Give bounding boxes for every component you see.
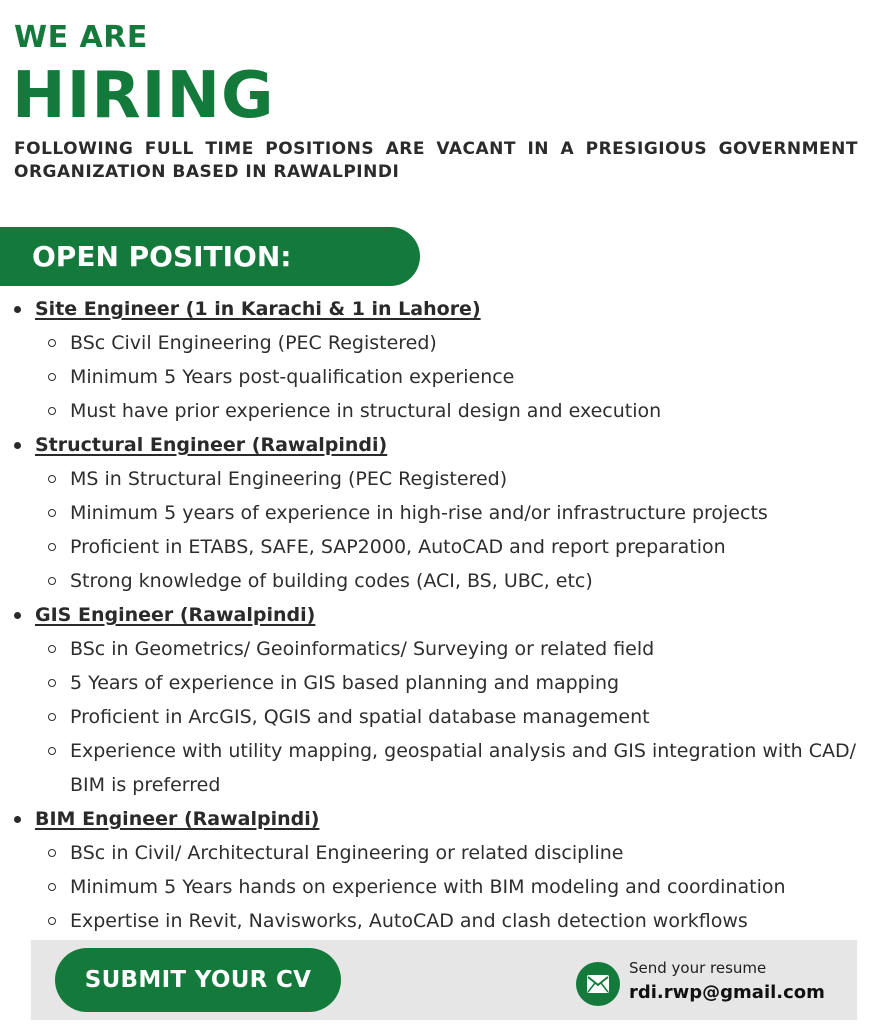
requirement-item bbox=[0, 462, 884, 496]
requirement-text: Experience with utility mapping, geospatial analysis and GIS integration with CAD/ BIM is preferred bbox=[70, 740, 857, 796]
position-title bbox=[0, 802, 884, 836]
requirement-item bbox=[0, 496, 884, 530]
circle-bullet-icon bbox=[48, 407, 56, 415]
send-resume-label: Send your resume bbox=[629, 959, 767, 977]
position-title-text: BIM Engineer (Rawalpindi) bbox=[35, 808, 320, 830]
position-title bbox=[0, 598, 884, 632]
requirement-item bbox=[0, 564, 884, 598]
circle-bullet-icon bbox=[48, 339, 56, 347]
footer-bar bbox=[31, 940, 857, 1020]
circle-bullet-icon bbox=[48, 747, 56, 755]
requirement-text: BSc Civil Engineering (PEC Registered) bbox=[70, 332, 437, 354]
requirement-item bbox=[0, 326, 884, 360]
hiring-heading: HIRING bbox=[12, 59, 275, 133]
circle-bullet-icon bbox=[48, 373, 56, 381]
requirement-item bbox=[0, 836, 884, 870]
requirement-item bbox=[0, 530, 884, 564]
circle-bullet-icon bbox=[48, 645, 56, 653]
submit-cv-button[interactable]: SUBMIT YOUR CV bbox=[55, 948, 341, 1012]
position-structural-engineer bbox=[0, 428, 884, 598]
requirement-text: Expertise in Revit, Navisworks, AutoCAD and clash detection workflows bbox=[70, 910, 748, 932]
circle-bullet-icon bbox=[48, 509, 56, 517]
circle-bullet-icon bbox=[48, 679, 56, 687]
positions-list bbox=[0, 292, 884, 938]
bullet-icon bbox=[14, 612, 21, 619]
bullet-icon bbox=[14, 442, 21, 449]
circle-bullet-icon bbox=[48, 543, 56, 551]
requirement-item bbox=[0, 394, 884, 428]
position-gis-engineer bbox=[0, 598, 884, 802]
requirement-item bbox=[0, 734, 884, 802]
circle-bullet-icon bbox=[48, 917, 56, 925]
requirement-text: Must have prior experience in structural design and execution bbox=[70, 400, 662, 422]
requirement-item bbox=[0, 632, 884, 666]
position-title bbox=[0, 292, 884, 326]
circle-bullet-icon bbox=[48, 713, 56, 721]
envelope-icon bbox=[576, 962, 620, 1006]
requirement-text: Minimum 5 years of experience in high-rise and/or infrastructure projects bbox=[70, 502, 768, 524]
position-title bbox=[0, 428, 884, 462]
requirement-text: 5 Years of experience in GIS based planning and mapping bbox=[70, 672, 620, 694]
requirement-text: Strong knowledge of building codes (ACI, BS, UBC, etc) bbox=[70, 570, 593, 592]
open-position-label: OPEN POSITION: bbox=[32, 240, 292, 273]
requirement-text: Proficient in ArcGIS, QGIS and spatial database management bbox=[70, 706, 650, 728]
requirement-text: BSc in Civil/ Architectural Engineering or related discipline bbox=[70, 842, 624, 864]
requirement-text: Minimum 5 Years hands on experience with BIM modeling and coordination bbox=[70, 876, 786, 898]
circle-bullet-icon bbox=[48, 849, 56, 857]
requirement-item bbox=[0, 870, 884, 904]
position-title-text: Structural Engineer (Rawalpindi) bbox=[35, 434, 388, 456]
requirement-item bbox=[0, 904, 884, 938]
circle-bullet-icon bbox=[48, 475, 56, 483]
circle-bullet-icon bbox=[48, 577, 56, 585]
position-site-engineer bbox=[0, 292, 884, 428]
position-title-text: GIS Engineer (Rawalpindi) bbox=[35, 604, 316, 626]
we-are-heading: WE ARE bbox=[14, 20, 148, 55]
bullet-icon bbox=[14, 306, 21, 313]
requirement-item bbox=[0, 666, 884, 700]
requirement-text: MS in Structural Engineering (PEC Registered) bbox=[70, 468, 508, 490]
requirement-item bbox=[0, 360, 884, 394]
bullet-icon bbox=[14, 816, 21, 823]
circle-bullet-icon bbox=[48, 883, 56, 891]
subtitle: FOLLOWING FULL TIME POSITIONS ARE VACANT IN A PRESIGIOUS GOVERNMENT ORGANIZATION BASED IN RAWALPINDI bbox=[14, 139, 858, 182]
email-address[interactable]: rdi.rwp@gmail.com bbox=[629, 982, 825, 1003]
requirement-item bbox=[0, 700, 884, 734]
position-bim-engineer bbox=[0, 802, 884, 938]
requirement-text: Proficient in ETABS, SAFE, SAP2000, AutoCAD and report preparation bbox=[70, 536, 726, 558]
position-title-text: Site Engineer (1 in Karachi & 1 in Lahore) bbox=[35, 298, 481, 320]
open-position-banner bbox=[0, 227, 420, 286]
requirement-text: Minimum 5 Years post-qualification experience bbox=[70, 366, 515, 388]
requirement-text: BSc in Geometrics/ Geoinformatics/ Surveying or related field bbox=[70, 638, 655, 660]
